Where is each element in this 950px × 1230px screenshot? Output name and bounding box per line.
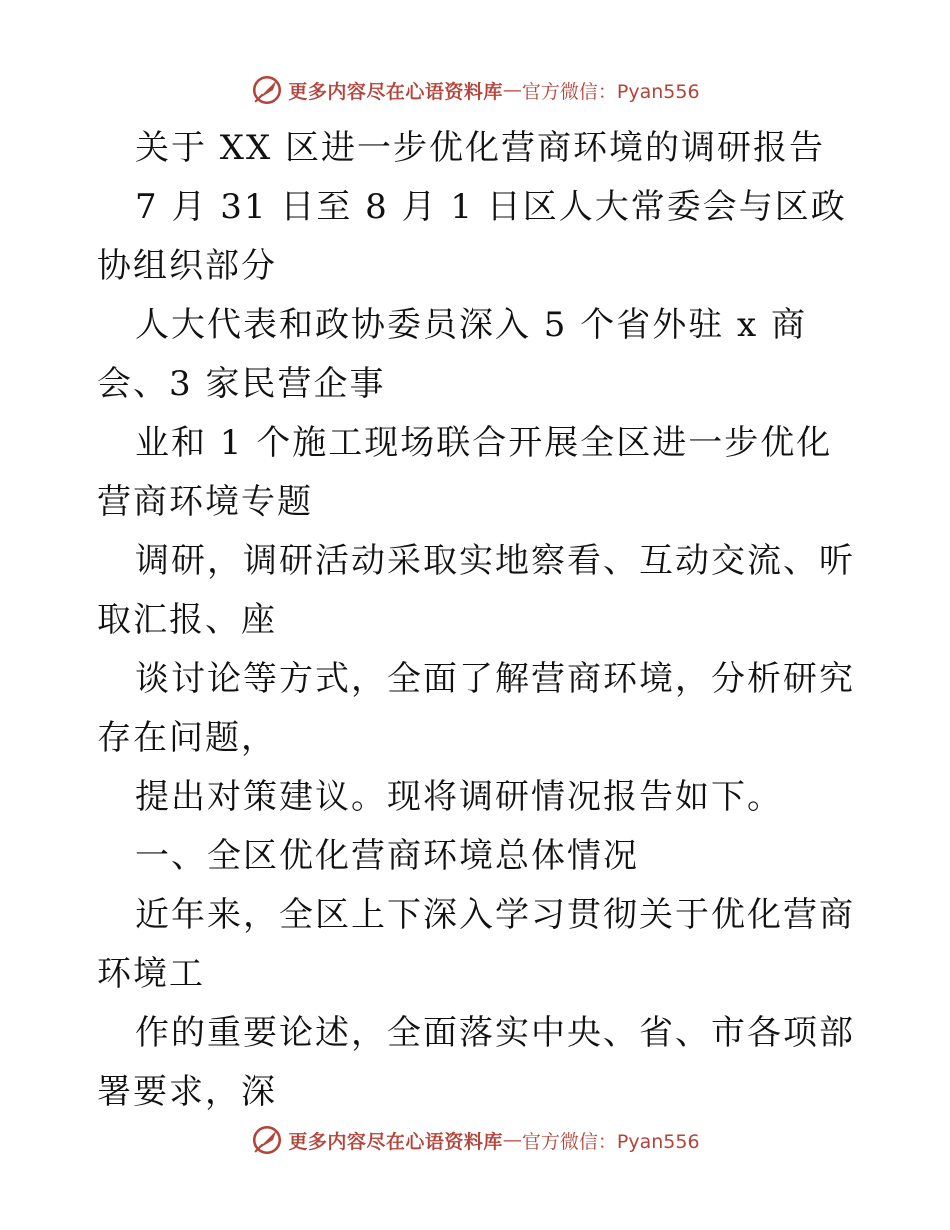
watermark-brand: 更多内容尽在心语资料库 <box>288 1130 503 1153</box>
paragraph-4: 调研，调研活动采取实地察看、互动交流、听取汇报、座 <box>97 541 855 640</box>
document-body <box>97 119 857 1122</box>
section-heading: 一、全区优化营商环境总体情况 <box>135 836 639 876</box>
watermark-banner-top <box>0 70 950 110</box>
paragraph-8: 作的重要论述，全面落实中央、省、市各项部署要求，深 <box>97 1013 855 1112</box>
watermark-wechat: 官方微信：Pyan556 <box>521 1130 700 1153</box>
watermark-dash: — <box>502 1129 522 1151</box>
paragraph-6: 提出对策建议。现将调研情况报告如下。 <box>135 777 783 817</box>
watermark-wechat: 官方微信：Pyan556 <box>521 80 700 103</box>
paragraph-3: 业和 1 个施工现场联合开展全区进一步优化营商环境专题 <box>97 423 833 522</box>
quill-logo-icon <box>250 1123 284 1157</box>
paragraph-7: 近年来，全区上下深入学习贯彻关于优化营商环境工 <box>97 895 855 994</box>
watermark-dash: — <box>502 79 522 101</box>
paragraph-2: 人大代表和政协委员深入 5 个省外驻 x 商会、3 家民营企事 <box>97 305 808 404</box>
quill-logo-icon <box>250 73 284 107</box>
document-title: 关于 XX 区进一步优化营商环境的调研报告 <box>135 128 826 168</box>
watermark-banner-bottom <box>0 1120 950 1160</box>
paragraph-5: 谈讨论等方式，全面了解营商环境，分析研究存在问题， <box>97 659 855 758</box>
paragraph-1: 7 月 31 日至 8 月 1 日区人大常委会与区政协组织部分 <box>97 187 847 286</box>
watermark-brand: 更多内容尽在心语资料库 <box>288 80 503 103</box>
